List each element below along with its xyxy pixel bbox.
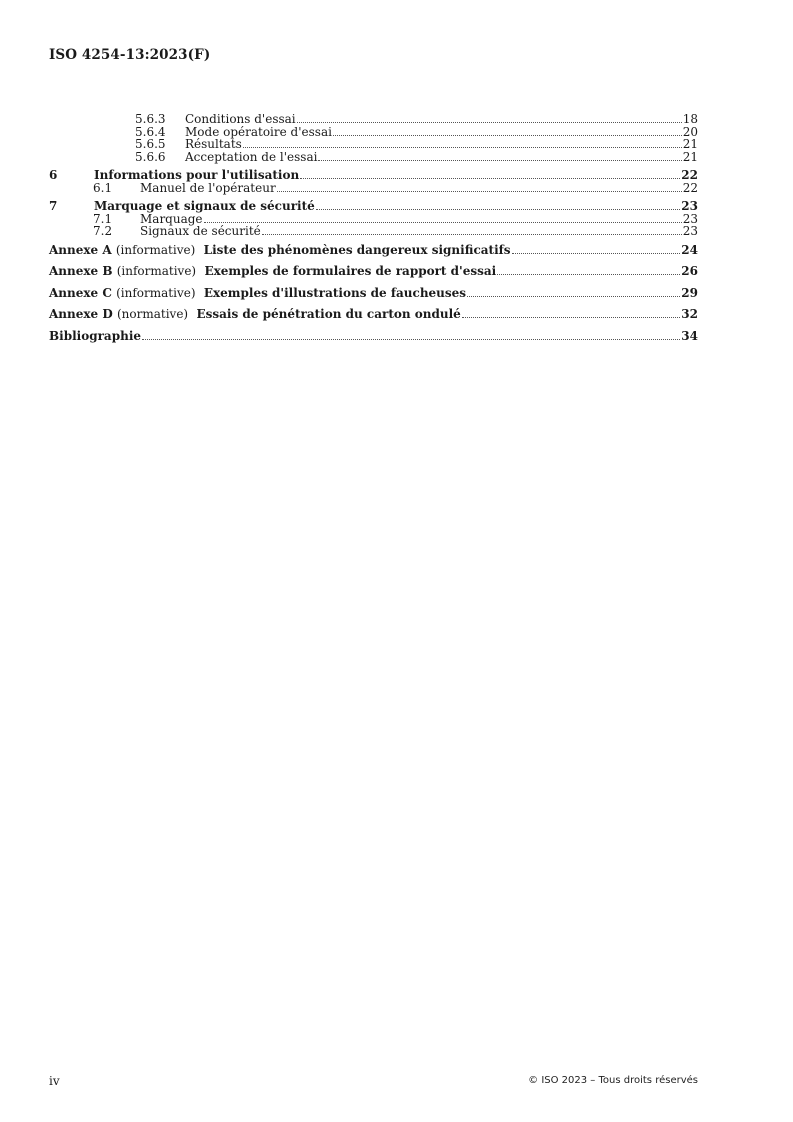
toc-annex-d[interactable]: [49, 308, 698, 321]
dot-leader: [297, 122, 682, 123]
toc-page: 22: [682, 180, 698, 195]
toc-entry-7-2[interactable]: [49, 225, 698, 238]
toc-number: 5.6.5: [135, 137, 166, 151]
toc-title: Acceptation de l'essai: [185, 149, 318, 164]
toc-page: 21: [682, 149, 698, 164]
toc-number: 7: [49, 199, 58, 213]
dot-leader: [277, 191, 682, 192]
toc-entry-6[interactable]: [49, 169, 698, 182]
toc-page: 29: [681, 285, 698, 300]
toc-title: Mode opératoire d'essai: [185, 124, 332, 139]
dot-leader: [300, 178, 680, 179]
toc-title: Signaux de sécurité: [140, 224, 261, 238]
annex-type: (normative): [116, 307, 189, 321]
toc-page: 22: [681, 168, 698, 182]
dot-leader: [497, 274, 680, 275]
toc-page: 23: [682, 224, 698, 238]
toc-entry-5-6-3[interactable]: [49, 113, 698, 126]
annex-title: Liste des phénomènes dangereux significatifs: [203, 242, 511, 257]
toc-number: 5.6.4: [135, 124, 166, 139]
dot-leader: [142, 339, 680, 340]
document-id: ISO 4254-13:2023(F): [49, 47, 211, 63]
annex-label: Annexe A: [49, 242, 112, 257]
annex-type: (informative): [115, 242, 196, 257]
toc-annex-b[interactable]: [49, 265, 698, 278]
toc-page: 24: [681, 242, 698, 257]
toc-annex-a[interactable]: [49, 244, 698, 257]
toc-entry-6-1[interactable]: [49, 182, 698, 195]
toc-title: Résultats: [185, 137, 242, 151]
table-of-contents: [49, 113, 698, 342]
toc-number: 6: [49, 168, 58, 182]
dot-leader: [316, 209, 681, 210]
toc-title: Marquage: [140, 211, 203, 226]
dot-leader: [462, 317, 680, 318]
toc-page: 26: [681, 264, 698, 278]
toc-entry-7[interactable]: [49, 200, 698, 213]
annex-type: (informative): [116, 285, 196, 300]
toc-number: 5.6.6: [135, 149, 166, 164]
annex-title: Exemples de formulaires de rapport d'essai: [204, 264, 497, 278]
toc-page: 34: [681, 328, 698, 343]
toc-page: 23: [681, 199, 698, 213]
toc-page: 23: [682, 211, 698, 226]
page-number: iv: [49, 1074, 60, 1088]
annex-title: Exemples d'illustrations de faucheuses: [203, 285, 467, 300]
toc-page: 18: [682, 112, 698, 126]
toc-annex-c[interactable]: [49, 287, 698, 300]
dot-leader: [204, 222, 682, 223]
annex-type: (informative): [116, 264, 197, 278]
toc-title: Conditions d'essai: [185, 112, 296, 126]
toc-title: Informations pour l'utilisation: [94, 168, 300, 182]
dot-leader: [318, 160, 681, 161]
toc-title: Bibliographie: [49, 328, 142, 343]
toc-page: 20: [682, 124, 698, 139]
toc-title: Manuel de l'opérateur: [140, 180, 276, 195]
toc-number: 7.2: [93, 224, 113, 238]
toc-title: Marquage et signaux de sécurité: [94, 199, 315, 213]
toc-entry-5-6-5[interactable]: [49, 138, 698, 151]
copyright-notice: © ISO 2023 – Tous droits réservés: [528, 1075, 698, 1086]
dot-leader: [243, 147, 682, 148]
annex-label: Annexe D: [49, 307, 113, 321]
toc-bibliography[interactable]: [49, 330, 698, 343]
toc-page: 32: [681, 307, 698, 321]
toc-number: 6.1: [93, 180, 113, 195]
dot-leader: [467, 296, 680, 297]
toc-page: 21: [682, 137, 698, 151]
annex-label: Annexe B: [49, 264, 113, 278]
toc-number: 7.1: [93, 211, 113, 226]
dot-leader: [333, 135, 682, 136]
dot-leader: [512, 253, 681, 254]
toc-entry-5-6-6[interactable]: [49, 151, 698, 164]
annex-title: Essais de pénétration du carton ondulé: [196, 307, 461, 321]
annex-label: Annexe C: [49, 285, 112, 300]
dot-leader: [262, 234, 682, 235]
toc-number: 5.6.3: [135, 112, 166, 126]
